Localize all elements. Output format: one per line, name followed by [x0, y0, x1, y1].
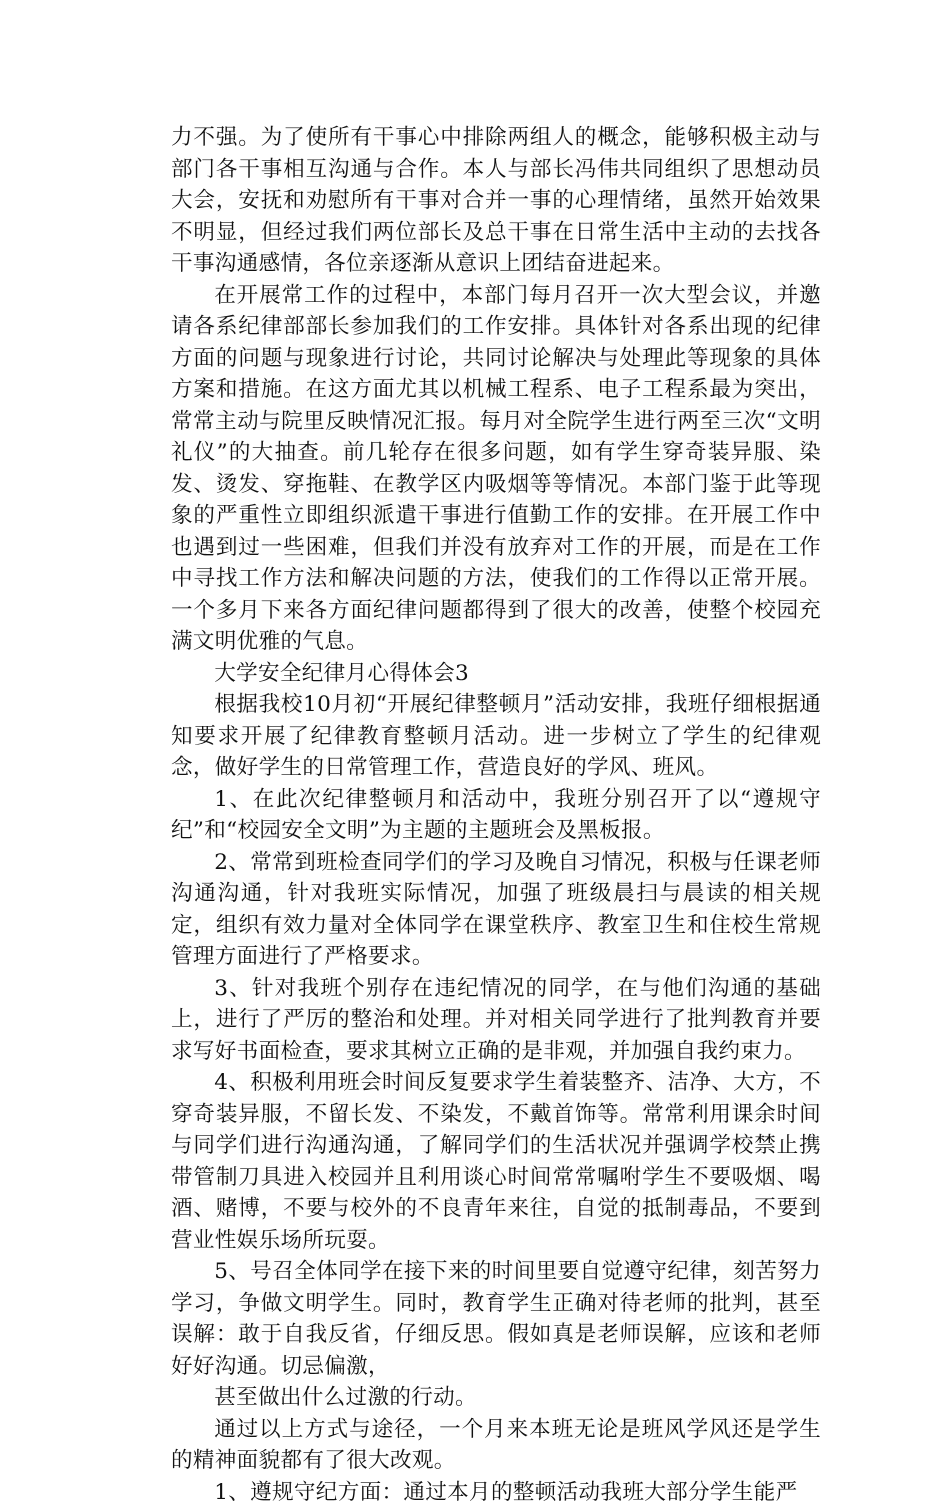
list-item-2: 2、常常到班检查同学们的学习及晚自习情况，积极与任课老师沟通沟通，针对我班实际情况，加强了班级晨扫与晨读的相关规定，组织有效力量对全体同学在课堂秩序、教室卫生和住校生常规管理方面进行了严格要求。: [171, 847, 821, 973]
paragraph-summary: 通过以上方式与途径，一个月来本班无论是班风学风还是学生的精神面貌都有了很大改观。: [171, 1414, 821, 1477]
paragraph-2: 在开展常工作的过程中，本部门每月召开一次大型会议，并邀请各系纪律部部长参加我们的工作安排。具体针对各系出现的纪律方面的问题与现象进行讨论，共同讨论解决与处理此等现象的具体方案和措施。在这方面尤其以机械工程系、电子工程系最为突出，常常主动与院里反映情况汇报。每月对全院学生进行两至三次“文明礼仪”的大抽查。前几轮存在很多问题，如有学生穿奇装异服、染发、烫发、穿拖鞋、在教学区内吸烟等等情况。本部门鉴于此等现象的严重性立即组织派遣干事进行值勤工作的安排。在开展工作中也遇到过一些困难，但我们并没有放弃对工作的开展，而是在工作中寻找工作方法和解决问题的方法，使我们的工作得以正常开展。一个多月下来各方面纪律问题都得到了很大的改善，使整个校园充满文明优雅的气息。: [171, 280, 821, 658]
paragraph-continuation: 甚至做出什么过激的行动。: [171, 1382, 821, 1414]
document-body: [171, 122, 821, 1508]
paragraph-1: 力不强。为了使所有干事心中排除两组人的概念，能够积极主动与部门各干事相互沟通与合作。本人与部长冯伟共同组织了思想动员大会，安抚和劝慰所有干事对合并一事的心理情绪，虽然开始效果不明显，但经过我们两位部长及总干事在日常生活中主动的去找各干事沟通感情，各位亲逐渐从意识上团结奋进起来。: [171, 122, 821, 280]
section-heading: 大学安全纪律月心得体会3: [171, 658, 821, 690]
list-item-5: 5、号召全体同学在接下来的时间里要自觉遵守纪律，刻苦努力学习，争做文明学生。同时，教育学生正确对待老师的批判，甚至误解：敢于自我反省，仔细反思。假如真是老师误解，应该和老师好好沟通。切忌偏激，: [171, 1256, 821, 1382]
paragraph-3: 根据我校10月初“开展纪律整顿月”活动安排，我班仔细根据通知要求开展了纪律教育整顿月活动。进一步树立了学生的纪律观念，做好学生的日常管理工作，营造良好的学风、班风。: [171, 689, 821, 784]
list-item-4: 4、积极利用班会时间反复要求学生着装整齐、洁净、大方，不穿奇装异服，不留长发、不染发，不戴首饰等。常常利用课余时间与同学们进行沟通沟通，了解同学们的生活状况并强调学校禁止携带管制刀具进入校园并且利用谈心时间常常嘱咐学生不要吸烟、喝酒、赌博，不要与校外的不良青年来往，自觉的抵制毒品，不要到营业性娱乐场所玩耍。: [171, 1067, 821, 1256]
list-item-3: 3、针对我班个别存在违纪情况的同学，在与他们沟通的基础上，进行了严厉的整治和处理。并对相关同学进行了批判教育并要求写好书面检查，要求其树立正确的是非观，并加强自我约束力。: [171, 973, 821, 1068]
result-item-1: 1、遵规守纪方面：通过本月的整顿活动我班大部分学生能严: [171, 1477, 821, 1508]
list-item-1: 1、在此次纪律整顿月和活动中，我班分别召开了以“遵规守纪”和“校园安全文明”为主题的主题班会及黑板报。: [171, 784, 821, 847]
